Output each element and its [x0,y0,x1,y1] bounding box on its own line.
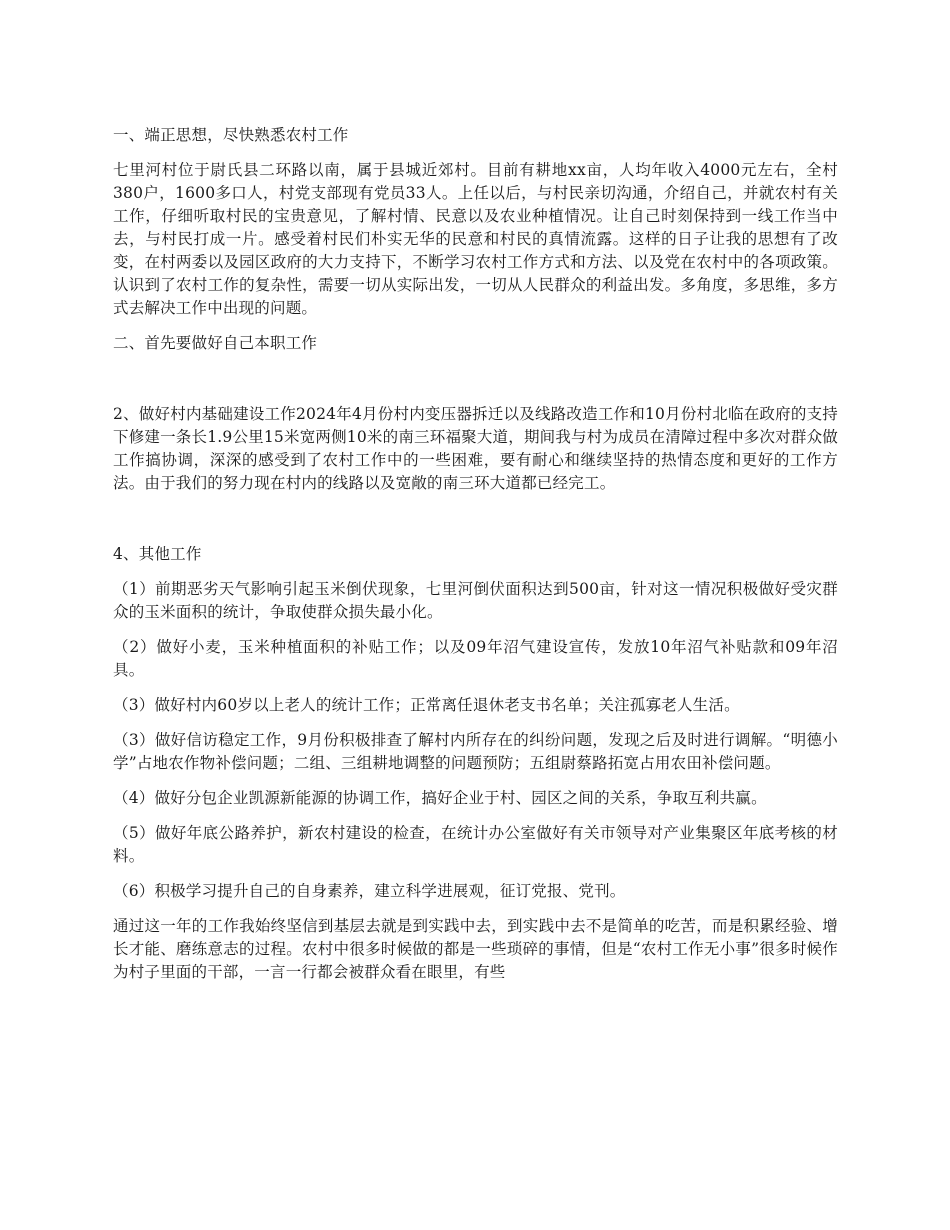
paragraph-infrastructure: 2、做好村内基础建设工作2024年4月份村内变压器拆迁以及线路改造工作和10月份村北临在政府的支持下修建一条长1.9公里15米宽两侧10米的南三环福聚大道，期间我与村为成员在清障过程中多次对群众做工作搞协调，深深的感受到了农村工作中的一些困难，要有耐心和继续坚持的热情态度和更好的工作方法。由于我们的努力现在村内的线路以及宽敞的南三环大道都已经完工。 [113,405,838,492]
list-item: （3）做好信访稳定工作，9月份积极排查了解村内所存在的纠纷问题，发现之后及时进行调解。“明德小学”占地农作物补偿问题；二组、三组耕地调整的问题预防；五组尉蔡路拓宽占用农田补偿问题。 [113,731,838,772]
list-item: （2）做好小麦，玉米种植面积的补贴工作；以及09年沼气建设宣传，发放10年沼气补贴款和09年沼具。 [113,638,838,679]
section-heading-1: 一、端正思想，尽快熟悉农村工作 [113,126,349,144]
list-item: （4）做好分包企业凯源新能源的协调工作，搞好企业于村、园区之间的关系，争取互利共赢。 [113,789,767,807]
list-item: （5）做好年底公路养护，新农村建设的检查，在统计办公室做好有关市领导对产业集聚区年底考核的材料。 [113,824,838,865]
paragraph-village-intro: 七里河村位于尉氏县二环路以南，属于县城近郊村。目前有耕地xx亩，人均年收入4000元左右，全村380户，1600多口人，村党支部现有党员33人。上任以后，与村民亲切沟通，介绍自己，并就农村有关工作，仔细听取村民的宝贵意见，了解村情、民意以及农业种植情况。让自己时刻保持到一线工作当中去，与村民打成一片。感受着村民们朴实无华的民意和村民的真情流露。这样的日子让我的思想有了改变，在村两委以及园区政府的大力支持下，不断学习农村工作方式和方法、以及党在农村中的各项政策。认识到了农村工作的复杂性，需要一切从实际出发，一切从人民群众的利益出发。多角度，多思维，多方式去解决工作中出现的问题。 [113,161,838,317]
list-item: （1）前期恶劣天气影响引起玉米倒伏现象，七里河倒伏面积达到500亩，针对这一情况积极做好受灾群众的玉米面积的统计，争取使群众损失最小化。 [113,580,838,621]
blank-gap [113,507,838,543]
list-item: （6）积极学习提升自己的自身素养，建立科学进展观，征订党报、党刊。 [113,882,626,900]
blank-gap [113,367,838,403]
paragraph-summary: 通过这一年的工作我始终坚信到基层去就是到实践中去，到实践中去不是简单的吃苦，而是积累经验、增长才能、磨练意志的过程。农村中很多时候做的都是一些琐碎的事情，但是“农村工作无小事”很多时候作为村子里面的干部，一言一行都会被群众看在眼里，有些 [113,917,838,981]
document-page [113,124,838,996]
section-heading-2: 二、首先要做好自己本职工作 [113,334,318,352]
section-heading-other-work: 4、其他工作 [113,545,202,563]
list-item: （3）做好村内60岁以上老人的统计工作；正常离任退休老支书名单；关注孤寡老人生活。 [113,696,740,714]
